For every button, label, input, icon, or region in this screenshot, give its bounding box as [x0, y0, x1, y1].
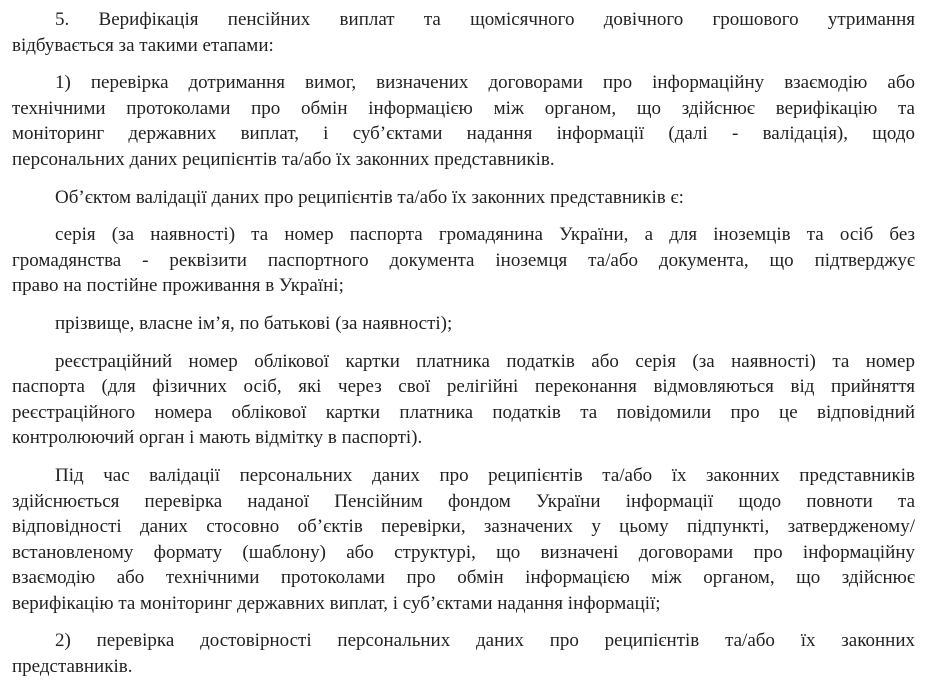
- paragraph: [12, 70, 915, 172]
- paragraph-line: Під час валідації персональних даних про реципієнтів та/або їх законних представників: [55, 464, 915, 486]
- paragraph-line: Об’єктом валідації даних про реципієнтів та/або їх законних представників є:: [55, 186, 684, 208]
- paragraph: [12, 311, 915, 337]
- paragraph: [12, 7, 915, 58]
- paragraph: [12, 628, 915, 679]
- paragraph-line: технічними протоколами про обмін інформацією між органом, що здійснює верифікацію та: [12, 97, 915, 119]
- paragraph-line: паспорта (для фізичних осіб, які через свої релігійні переконання відмовляються від прийняття: [12, 376, 915, 398]
- paragraph-line: реєстраційного номера облікової картки платника податків та повідомили про це відповідний: [12, 401, 915, 423]
- paragraph-line: здійснюється перевірка наданої Пенсійним фондом України інформації щодо повноти та: [12, 490, 915, 512]
- paragraph-line: прізвище, власне ім’я, по батькові (за наявності);: [55, 312, 453, 334]
- paragraph-line: громадянства - реквізити паспортного документа іноземця та/або документа, що підтверджує: [12, 249, 915, 271]
- paragraph-line: моніторинг державних виплат, і суб’єктами надання інформації (далі - валідація), щодо: [12, 123, 915, 145]
- paragraph-line: представників.: [12, 656, 133, 678]
- paragraph: [12, 463, 915, 617]
- paragraph: [12, 185, 915, 211]
- paragraph-line: контролюючий орган і мають відмітку в паспорті).: [12, 427, 423, 449]
- paragraph-line: взаємодію або технічними протоколами про обмін інформацією між органом, що здійснює: [12, 567, 915, 589]
- paragraph-line: 1) перевірка дотримання вимог, визначених договорами про інформаційну взаємодію або: [55, 72, 915, 94]
- paragraph-line: встановленому формату (шаблону) або структурі, що визначені договорами про інформаційну: [12, 541, 915, 563]
- paragraph-line: верифікацію та моніторинг державних виплат, і суб’єктами надання інформації;: [12, 592, 661, 614]
- paragraph-line: 5. Верифікація пенсійних виплат та щомісячного довічного грошового утримання: [55, 9, 915, 30]
- paragraph-line: серія (за наявності) та номер паспорта громадянина України, а для іноземців та осіб без: [55, 224, 915, 246]
- paragraph-line: персональних даних реципієнтів та/або їх законних представників.: [12, 148, 555, 170]
- paragraph-line: реєстраційний номер облікової картки платника податків або серія (за наявності) та номер: [55, 350, 915, 372]
- paragraph: [12, 222, 915, 299]
- paragraph-line: відбувається за такими етапами:: [12, 34, 274, 56]
- paragraph: [12, 349, 915, 451]
- paragraph-line: 2) перевірка достовірності персональних даних про реципієнтів та/або їх законних: [55, 630, 915, 652]
- paragraph-line: відповідності даних стосовно об’єктів перевірки, зазначених у цьому підпункті, затвердженому/: [12, 516, 915, 538]
- paragraph-line: право на постійне проживання в Україні;: [12, 275, 344, 297]
